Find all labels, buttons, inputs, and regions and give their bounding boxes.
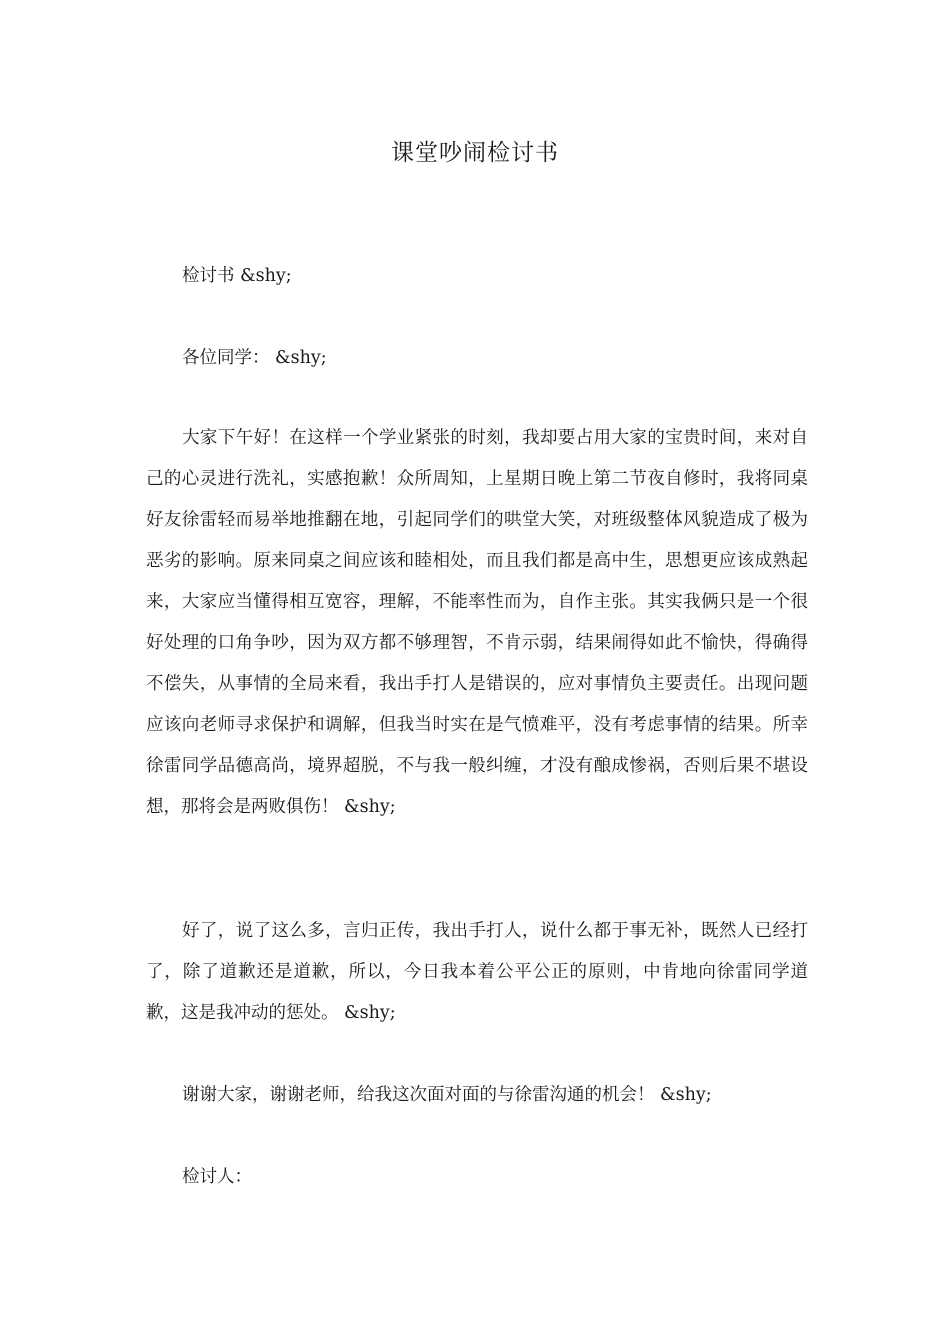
salutation: 各位同学： &shy; — [182, 348, 327, 368]
document-title: 课堂吵闹检讨书 — [391, 140, 559, 166]
thanks-paragraph: 谢谢大家，谢谢老师，给我这次面对面的与徐雷沟通的机会！ &shy; — [182, 1085, 712, 1105]
letter-heading: 检讨书 &shy; — [182, 266, 292, 286]
body-paragraph-conclusion: 好了，说了这么多，言归正传，我出手打人，说什么都于事无补，既然人已经打了，除了道歉还是道歉，所以，今日我本着公平公正的原则，中肯地向徐雷同学道歉，这是我冲动的惩处。 &shy; — [146, 921, 808, 1023]
body-paragraph-apology: 大家下午好！在这样一个学业紧张的时刻，我却要占用大家的宝贵时间，来对自己的心灵进行洗礼，实感抱歉！众所周知，上星期日晚上第二节夜自修时，我将同桌好友徐雷轻而易举地推翻在地，引起同学们的哄堂大笑，对班级整体风貌造成了极为恶劣的影响。原来同桌之间应该和睦相处，而且我们都是高中生，思想更应该成熟起来，大家应当懂得相互宽容，理解，不能率性而为，自作主张。其实我俩只是一个很好处理的口角争吵，因为双方都不够理智，不肯示弱，结果闹得如此不愉快，得确得不偿失，从事情的全局来看，我出手打人是错误的，应对事情负主要责任。出现问题应该向老师寻求保护和调解，但我当时实在是气愤难平，没有考虑事情的结果。所幸徐雷同学品德高尚，境界超脱，不与我一般纠缠，才没有酿成惨祸，否则后果不堪设想，那将会是两败俱伤！ &shy; — [146, 428, 808, 817]
signature-label: 检讨人： — [182, 1167, 252, 1187]
